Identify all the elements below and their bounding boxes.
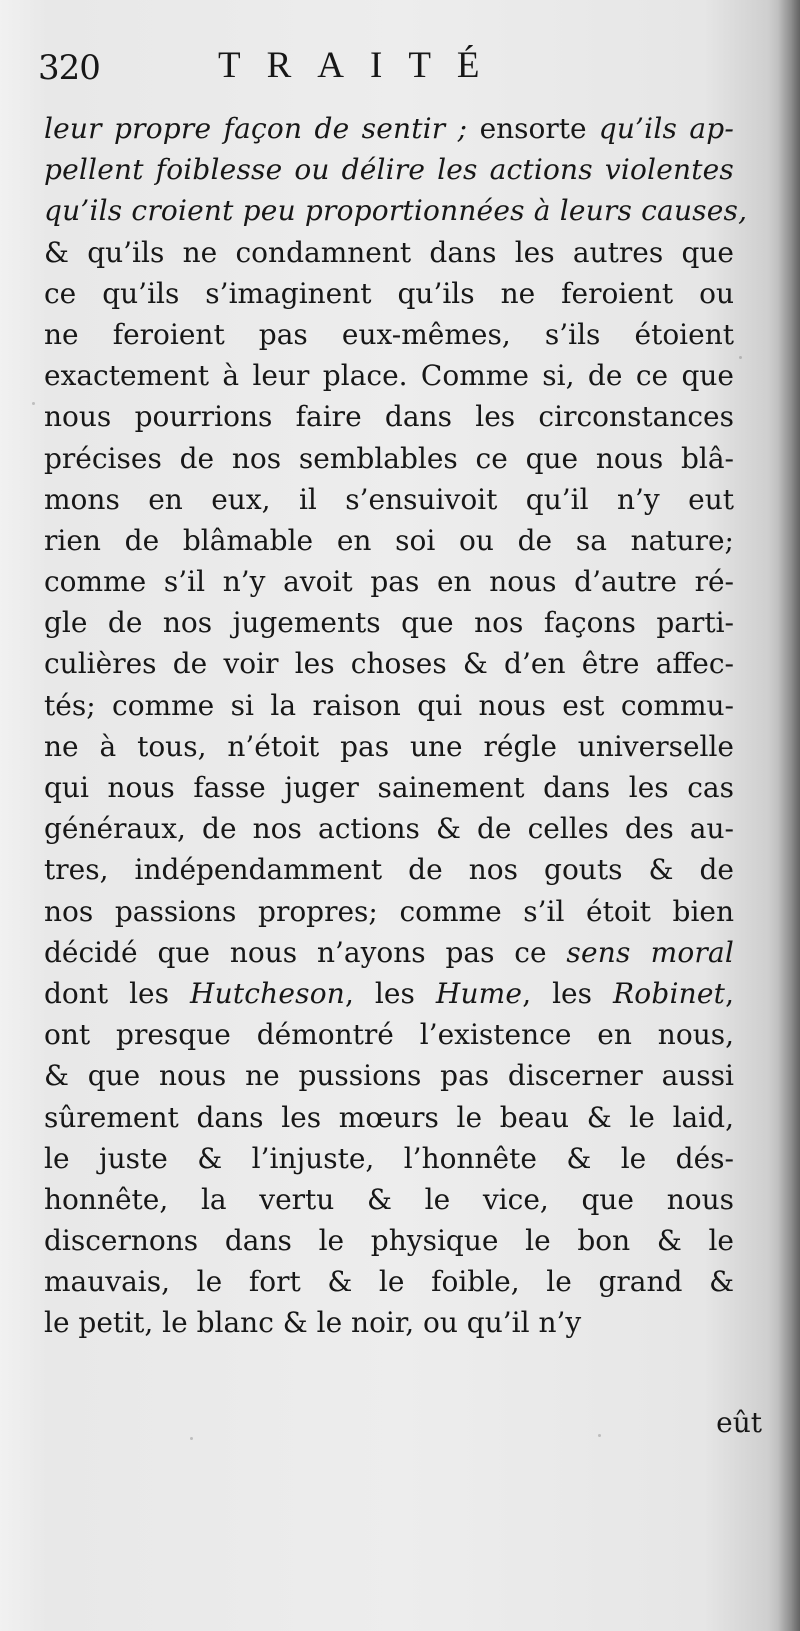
- italic-text: qu’ils croient peu proportionnées à leurs causes,: [44, 194, 748, 228]
- text-line: [44, 561, 734, 602]
- roman-text: nous pourrions faire dans les circonstances: [44, 400, 734, 434]
- roman-text: précises de nos semblables ce que nous blâ-: [44, 441, 734, 475]
- text-line: [44, 314, 734, 355]
- roman-text: , les: [345, 976, 436, 1010]
- italic-text: pellent foiblesse ou délire les actions violentes: [44, 153, 734, 187]
- text-line: [44, 602, 734, 643]
- text-line: [44, 1097, 734, 1138]
- roman-text: ne à tous, n’étoit pas une régle universelle: [44, 729, 734, 763]
- text-line: [44, 726, 734, 767]
- text-line: [44, 932, 734, 973]
- text-line: [44, 108, 734, 149]
- roman-text: gle de nos jugements que nos façons parti-: [44, 606, 734, 640]
- roman-text: tés; comme si la raison qui nous est commu-: [44, 688, 734, 722]
- text-line: [44, 1179, 734, 1220]
- roman-text: mons en eux, il s’ensuivoit qu’il n’y eut: [44, 482, 734, 516]
- roman-text: exactement à leur place. Comme si, de ce que: [44, 359, 734, 393]
- roman-text: rien de blâmable en soi ou de sa nature;: [44, 523, 734, 557]
- text-line: [44, 767, 734, 808]
- roman-text: & qu’ils ne condamnent dans les autres que: [44, 235, 734, 269]
- roman-text: comme s’il n’y avoit pas en nous d’autre ré-: [44, 565, 734, 599]
- paper-speck: [190, 1437, 193, 1440]
- roman-text: ,: [725, 976, 734, 1010]
- italic-text: Hutcheson: [189, 976, 346, 1010]
- roman-text: généraux, de nos actions & de celles des au-: [44, 812, 734, 846]
- text-line: [44, 273, 734, 314]
- page-header: [36, 42, 756, 102]
- text-line: [44, 149, 734, 190]
- roman-text: honnête, la vertu & le vice, que nous: [44, 1182, 734, 1216]
- text-line: [44, 849, 734, 890]
- roman-text: sûrement dans les mœurs le beau & le laid,: [44, 1100, 734, 1134]
- roman-text: le petit, le blanc & le noir, ou qu’il n’y: [44, 1306, 582, 1340]
- roman-text: ce qu’ils s’imaginent qu’ils ne feroient ou: [44, 276, 734, 310]
- roman-text: décidé que nous n’ayons pas ce: [44, 935, 567, 969]
- roman-text: discernons dans le physique le bon & le: [44, 1224, 734, 1258]
- italic-text: Hume: [435, 976, 523, 1010]
- text-line: [44, 643, 734, 684]
- roman-text: & que nous ne pussions pas discerner aussi: [44, 1059, 734, 1093]
- running-title: TRAITÉ: [218, 45, 506, 86]
- page-gutter-shadow: [778, 0, 800, 1631]
- text-line: [44, 355, 734, 396]
- roman-text: ont presque démontré l’existence en nous,: [44, 1018, 734, 1052]
- roman-text: qui nous fasse juger sainement dans les cas: [44, 771, 734, 804]
- text-line: [44, 1055, 734, 1096]
- text-line: [44, 232, 734, 273]
- roman-text: ensorte: [479, 112, 599, 145]
- roman-text: le juste & l’injuste, l’honnête & le dés-: [44, 1141, 734, 1175]
- roman-text: tres, indépendamment de nos gouts & de: [44, 853, 734, 887]
- roman-text: mauvais, le fort & le foible, le grand &: [44, 1265, 734, 1299]
- page-number: 320: [38, 48, 100, 88]
- paper-speck: [598, 1434, 601, 1437]
- roman-text: culières de voir les choses & d’en être affec-: [44, 647, 734, 681]
- text-line: [44, 438, 734, 479]
- text-line: [44, 891, 734, 932]
- roman-text: ne feroient pas eux-mêmes, s’ils étoient: [44, 317, 734, 351]
- text-line: [44, 479, 734, 520]
- body-text: [44, 108, 748, 1344]
- paper-speck: [32, 402, 35, 405]
- catchword: eût: [716, 1406, 762, 1439]
- text-line: [44, 520, 734, 561]
- text-line: [44, 190, 748, 231]
- italic-text: leur propre façon de sentir ;: [44, 112, 480, 145]
- text-line: [44, 1014, 734, 1055]
- roman-text: nos passions propres; comme s’il étoit bien: [44, 894, 734, 928]
- text-line: [44, 1220, 734, 1261]
- roman-text: , les: [522, 976, 613, 1010]
- italic-text: Robinet: [613, 976, 726, 1010]
- text-line: [44, 1138, 734, 1179]
- italic-text: sens moral: [566, 935, 735, 969]
- text-line: [44, 1302, 734, 1343]
- text-line: [44, 808, 734, 849]
- italic-text: qu’ils ap-: [598, 112, 734, 145]
- text-line: [44, 396, 734, 437]
- text-line: [44, 973, 734, 1014]
- paper-speck: [739, 356, 742, 359]
- text-line: [44, 1261, 734, 1302]
- roman-text: dont les: [44, 976, 190, 1010]
- text-line: [44, 685, 734, 726]
